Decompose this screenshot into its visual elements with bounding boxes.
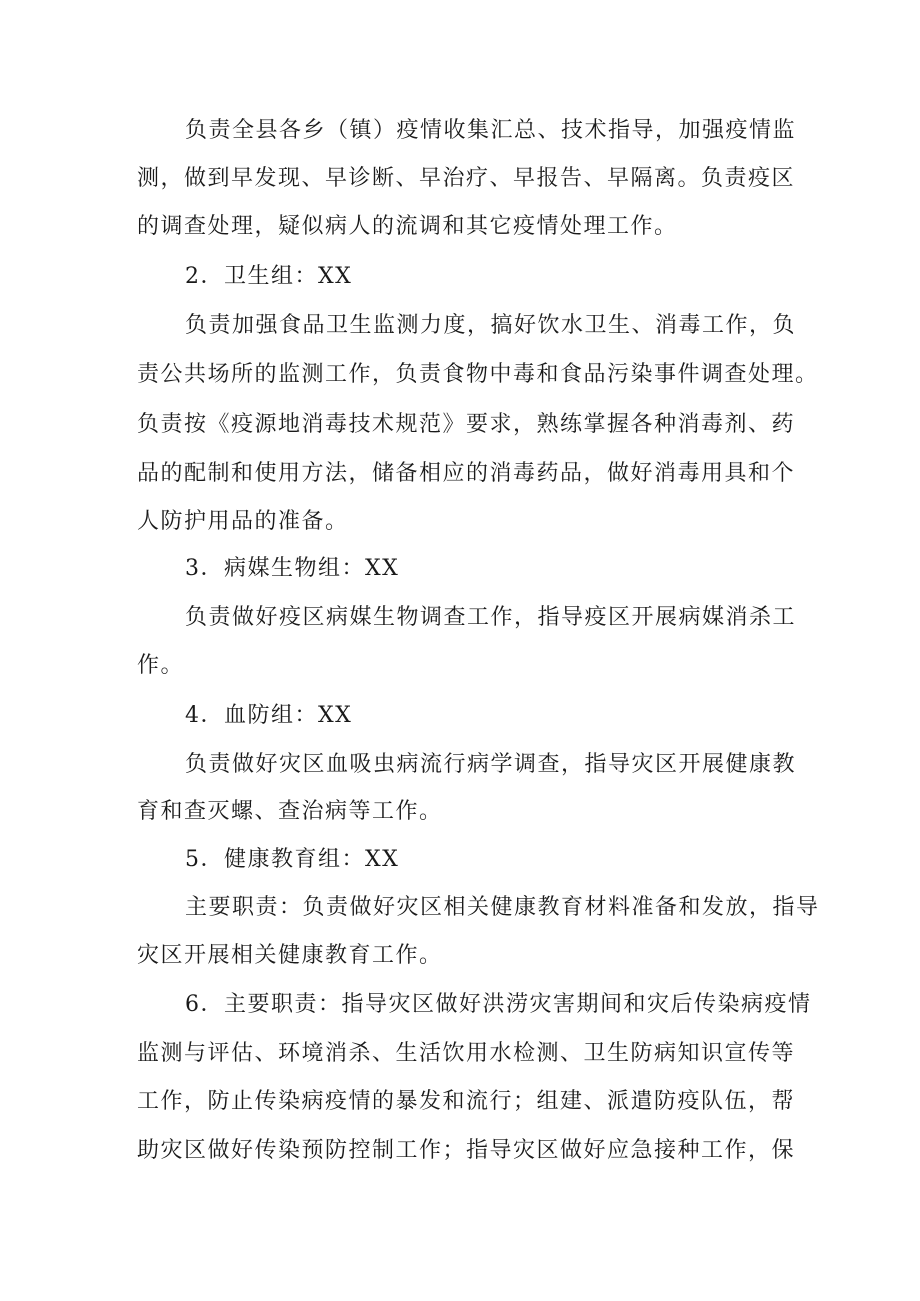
para-1-line-3: 的调查处理，疑似病人的流调和其它疫情处理工作。 (137, 214, 678, 239)
para-3-line-1: 负责做好疫区病媒生物调查工作，指导疫区开展病媒消杀工 (185, 605, 797, 630)
para-2-line-4: 品的配制和使用方法，储备相应的消毒药品，做好消毒用具和个 (137, 461, 796, 486)
para-4-line-2: 育和查灭螺、查治病等工作。 (137, 799, 443, 824)
para-1-line-2: 测，做到早发现、早诊断、早治疗、早报告、早隔离。负责疫区 (137, 166, 796, 191)
para-1-line-1: 负责全县各乡（镇）疫情收集汇总、技术指导，加强疫情监 (185, 118, 797, 143)
heading-sanitation-group: 2．卫生组：XX (185, 264, 353, 289)
para-6-line-4: 助灾区做好传染预防控制工作；指导灾区做好应急接种工作，保 (137, 1138, 796, 1163)
heading-vector-group: 3．病媒生物组：XX (185, 556, 400, 581)
para-5-line-1: 主要职责：负责做好灾区相关健康教育材料准备和发放，指导 (185, 895, 820, 920)
para-2-line-1: 负责加强食品卫生监测力度，搞好饮水卫生、消毒工作，负 (185, 313, 797, 338)
para-5-line-2: 灾区开展相关健康教育工作。 (137, 943, 443, 968)
heading-schisto-group: 4．血防组：XX (185, 703, 353, 728)
para-2-line-5: 人防护用品的准备。 (137, 509, 349, 534)
para-3-line-2: 作。 (137, 653, 185, 678)
para-2-line-3: 负责按《疫源地消毒技术规范》要求，熟练掌握各种消毒剂、药 (137, 412, 796, 437)
para-6-line-1: 6．主要职责：指导灾区做好洪涝灾害期间和灾后传染病疫情 (185, 992, 812, 1017)
para-6-line-2: 监测与评估、环境消杀、生活饮用水检测、卫生防病知识宣传等 (137, 1041, 796, 1066)
para-2-line-2: 责公共场所的监测工作，负责食物中毒和食品污染事件调查处理。 (137, 362, 819, 387)
para-4-line-1: 负责做好灾区血吸虫病流行病学调查，指导灾区开展健康教 (185, 752, 797, 777)
para-6-line-3: 工作，防止传染病疫情的暴发和流行；组建、派遣防疫队伍，帮 (137, 1089, 796, 1114)
heading-health-education-group: 5．健康教育组：XX (185, 847, 400, 872)
